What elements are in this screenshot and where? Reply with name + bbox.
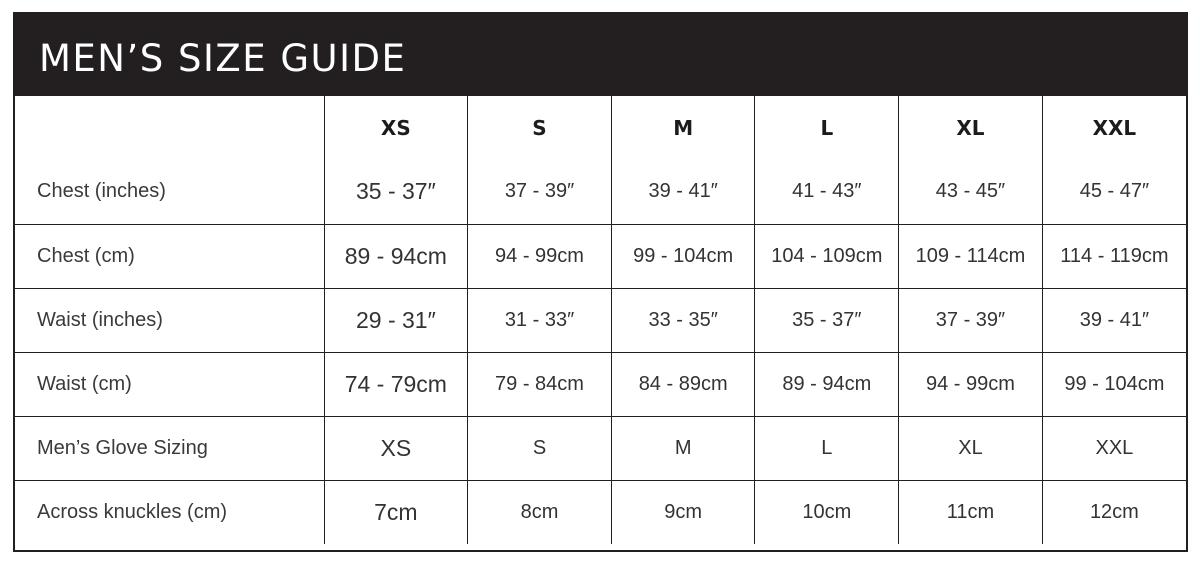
column-header-l: L: [755, 96, 899, 160]
table-cell: 37 - 39″: [899, 288, 1043, 352]
table-cell: XS: [324, 416, 468, 480]
row-label: Waist (inches): [15, 288, 324, 352]
table-row-chest-inches: [15, 160, 1186, 224]
table-cell: 8cm: [468, 480, 612, 544]
row-label: Chest (cm): [15, 224, 324, 288]
table-cell: 33 - 35″: [611, 288, 755, 352]
table-cell: 89 - 94cm: [755, 352, 899, 416]
column-header-s: S: [468, 96, 612, 160]
table-row-chest-cm: [15, 224, 1186, 288]
table-header-row: [15, 96, 1186, 160]
table-cell: 84 - 89cm: [611, 352, 755, 416]
table-row-waist-cm: [15, 352, 1186, 416]
table-cell: 31 - 33″: [468, 288, 612, 352]
table-cell: 104 - 109cm: [755, 224, 899, 288]
table-cell: 74 - 79cm: [324, 352, 468, 416]
table-cell: 99 - 104cm: [1042, 352, 1186, 416]
table-cell: 43 - 45″: [899, 160, 1043, 224]
table-cell: 39 - 41″: [611, 160, 755, 224]
table-cell: 11cm: [899, 480, 1043, 544]
column-header-m: M: [611, 96, 755, 160]
table-cell: 7cm: [324, 480, 468, 544]
table-cell: 79 - 84cm: [468, 352, 612, 416]
table-cell: 94 - 99cm: [899, 352, 1043, 416]
table-cell: 35 - 37″: [324, 160, 468, 224]
page-title: MEN’S SIZE GUIDE: [39, 36, 407, 80]
table-row-across-knuckles: [15, 480, 1186, 544]
row-label: Chest (inches): [37, 180, 166, 203]
table-cell: S: [468, 416, 612, 480]
table-cell: XXL: [1042, 416, 1186, 480]
table-cell: 37 - 39″: [468, 160, 612, 224]
table-cell: 99 - 104cm: [611, 224, 755, 288]
table-cell: 114 - 119cm: [1042, 224, 1186, 288]
table-row-waist-inches: [15, 288, 1186, 352]
table-cell: 12cm: [1042, 480, 1186, 544]
table-cell: 39 - 41″: [1042, 288, 1186, 352]
table-cell: 41 - 43″: [755, 160, 899, 224]
header-corner-cell: [15, 96, 324, 160]
size-guide: [13, 12, 1188, 552]
column-header-xl: XL: [899, 96, 1043, 160]
table-cell: 35 - 37″: [755, 288, 899, 352]
guide-header: [15, 14, 1186, 96]
table-cell: M: [611, 416, 755, 480]
table-cell: 29 - 31″: [324, 288, 468, 352]
table-cell: L: [755, 416, 899, 480]
column-header-xs: XS: [324, 96, 468, 160]
column-header-xxl: XXL: [1042, 96, 1186, 160]
table-cell: 94 - 99cm: [468, 224, 612, 288]
table-cell: XL: [899, 416, 1043, 480]
table-cell: 109 - 114cm: [899, 224, 1043, 288]
row-label: Across knuckles (cm): [15, 480, 324, 544]
table-cell: 89 - 94cm: [324, 224, 468, 288]
table-row-glove-sizing: [15, 416, 1186, 480]
table-cell: 45 - 47″: [1042, 160, 1186, 224]
row-label: Men’s Glove Sizing: [15, 416, 324, 480]
row-label: Waist (cm): [15, 352, 324, 416]
size-table: [15, 96, 1186, 544]
table-cell: 10cm: [755, 480, 899, 544]
table-cell: 9cm: [611, 480, 755, 544]
